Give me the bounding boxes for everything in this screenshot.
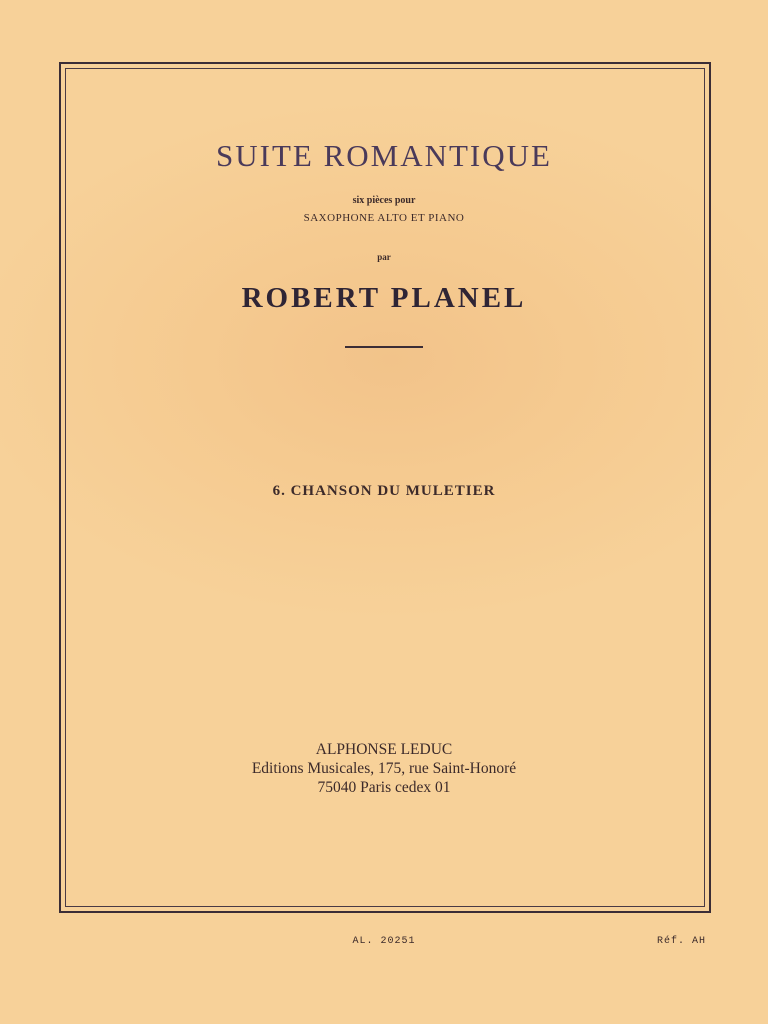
publisher-name: ALPHONSE LEDUC [315, 741, 453, 758]
work-subtitle: six pièces pour [352, 195, 416, 206]
publisher-city: 75040 Paris cedex 01 [317, 779, 451, 796]
instrumentation: SAXOPHONE ALTO ET PIANO [303, 212, 465, 224]
publisher-block [0, 740, 768, 797]
piece-title: 6. CHANSON DU MULETIER [272, 483, 496, 499]
composer-name: ROBERT PLANEL [241, 282, 527, 314]
publisher-address: Editions Musicales, 175, rue Saint-Honoré [251, 760, 517, 777]
catalog-number: AL. 20251 [352, 936, 416, 947]
by-label: par [377, 252, 391, 262]
work-title: SUITE ROMANTIQUE [216, 138, 552, 173]
reference-code: Réf. AH [657, 936, 707, 947]
title-divider [345, 346, 423, 348]
